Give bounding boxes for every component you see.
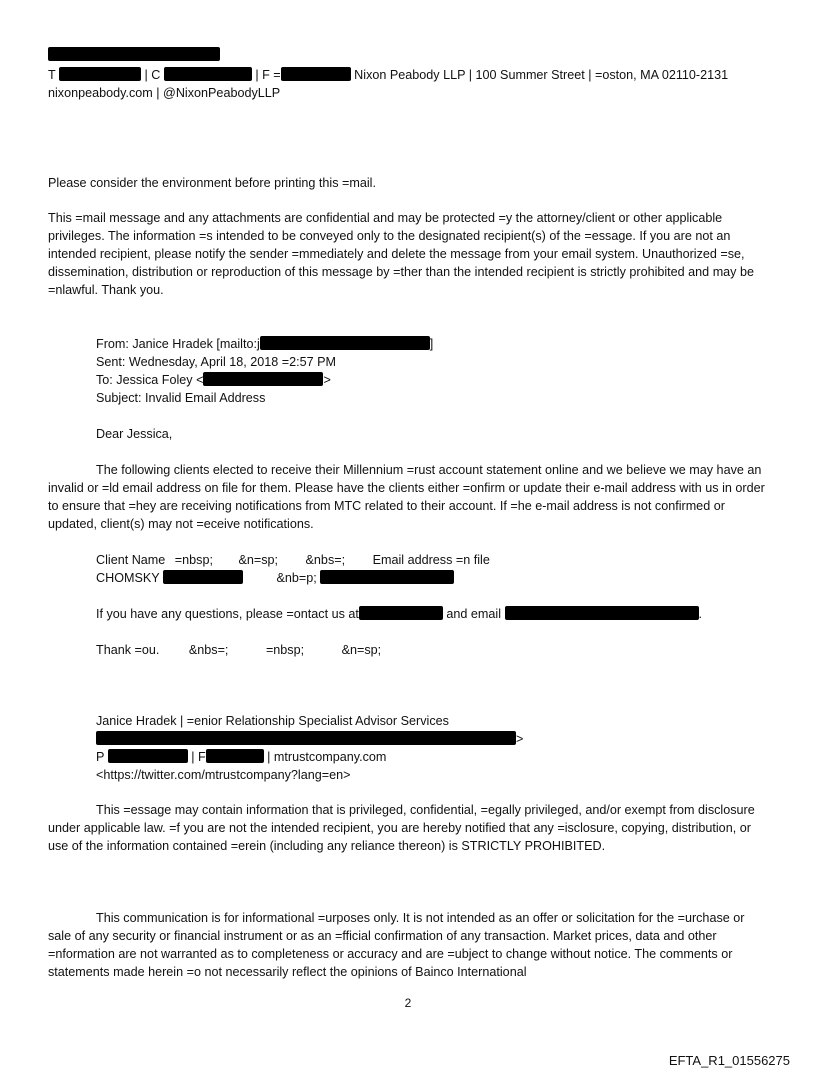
disclaimer-informational-text: This communication is for informational =urposes only. It is not intended as an offer or solicitation for the =urchase or sale of any security or financial instrument or as an =fficial confirmation of any transaction. Market prices, data and other =nformation are not warranted as to completeness or accuracy and are =ubject to change without notice. The comments or statements made herein =o not necessarily reflect the opinions of Bainco International (48, 911, 745, 979)
bates-number: EFTA_R1_01556275 (668, 1053, 790, 1068)
signature-line2-suffix: > (516, 732, 524, 746)
signature-phone-line (96, 748, 386, 766)
message-body-text: The following clients elected to receive their Millennium =rust account statement online and we believe we may have an invalid or =ld email address on file for them. Please have the clients either =onfirm or update their e-mail address with us in order to ensure that =hey are receiving notifications from MTC related to their account. If =he e-mail address is not confirmed or updated, client(s) may not =eceive notifications. (48, 463, 765, 531)
redaction (359, 606, 443, 620)
redaction (48, 47, 220, 61)
disclaimer-informational (48, 909, 768, 981)
to-suffix: > (323, 373, 331, 387)
col-client-name: Client Name (96, 553, 166, 567)
questions-period: . (698, 607, 703, 621)
contact-sep-f: | F = (255, 68, 281, 82)
fax-label: | F (191, 750, 206, 764)
signature-redacted-line (96, 730, 523, 748)
confidentiality-notice: This =mail message and any attachments are confidential and may be protected =y the attorney/client or other applicable privileges. The information =s intended to be conveyed only to the designated recipient(s) of the =essage. If you are not an intended recipient, please notify the sender =mmediately and delete the message from your email system. Unauthorized =se, dissemination, distribution or reproduction of this message by =ther than the intended recipient is strictly prohibited and may be =nlawful. Thank you. (48, 211, 754, 297)
header-web: nixonpeabody.com | @NixonPeabodyLLP (48, 86, 281, 100)
entity-2: &n=sp; (238, 553, 279, 567)
redaction (203, 372, 323, 386)
disclaimer-privileged (48, 801, 768, 855)
from-line (96, 335, 433, 353)
from-suffix: ] (429, 337, 434, 351)
entity-5: &nbs=; (188, 643, 229, 657)
redaction (206, 749, 264, 763)
entity-7: &n=sp; (341, 643, 382, 657)
client-name: CHOMSKY (96, 571, 160, 585)
thanks-line (96, 641, 381, 659)
disclaimer-privileged-text: This =essage may contain information that is privileged, confidential, =egally privileged, and/or exempt from disclosure under applicable law. =f you are not the intended recipient, you are hereby notified that any =isclosure, copying, distribution, or use of the information contained =erein (including any reliance thereon) is STRICTLY PROHIBITED. (48, 803, 755, 853)
redaction (260, 336, 430, 350)
questions-email-label: and email (446, 607, 502, 621)
redaction (505, 606, 699, 620)
from-label: From: Janice Hradek [mailto:j (96, 337, 260, 351)
redaction (320, 570, 454, 584)
questions-text: If you have any questions, please =ontact us at (96, 607, 359, 621)
page-number: 2 (404, 996, 412, 1010)
header-contact-line (48, 66, 728, 84)
signature-website: | mtrustcompany.com (267, 750, 387, 764)
contact-sep-c: | C (144, 68, 161, 82)
redaction (164, 67, 252, 81)
redaction (59, 67, 141, 81)
signature-name: Janice Hradek | =enior Relationship Specialist Advisor Services (96, 714, 449, 728)
contact-address: Nixon Peabody LLP | 100 Summer Street | =oston, MA 02110-2131 (354, 68, 729, 82)
redaction (281, 67, 351, 81)
entity-6: =nbsp; (265, 643, 305, 657)
sent-line: Sent: Wednesday, April 18, 2018 =2:57 PM (96, 355, 337, 369)
to-line (96, 371, 331, 389)
entity-4: &nb=p; (276, 571, 317, 585)
redaction (163, 570, 243, 584)
thanks-text: Thank =ou. (96, 643, 160, 657)
environment-notice: Please consider the environment before printing this =mail. (48, 176, 376, 190)
questions-line (96, 605, 702, 623)
redaction (108, 749, 188, 763)
client-table-header (96, 551, 490, 569)
redaction (96, 731, 516, 745)
message-body (48, 461, 768, 533)
contact-t: T (48, 68, 56, 82)
signature-twitter: <https://twitter.com/mtrustcompany?lang=en> (96, 768, 351, 782)
redacted-line (48, 46, 220, 64)
client-table-row (96, 569, 454, 587)
subject-line: Subject: Invalid Email Address (96, 391, 266, 405)
greeting: Dear Jessica, (96, 427, 173, 441)
col-email-address: Email address =n file (372, 553, 490, 567)
to-label: To: Jessica Foley < (96, 373, 204, 387)
entity-1: =nbsp; (174, 553, 213, 567)
phone-label: P (96, 750, 105, 764)
entity-3: &nbs=; (305, 553, 346, 567)
